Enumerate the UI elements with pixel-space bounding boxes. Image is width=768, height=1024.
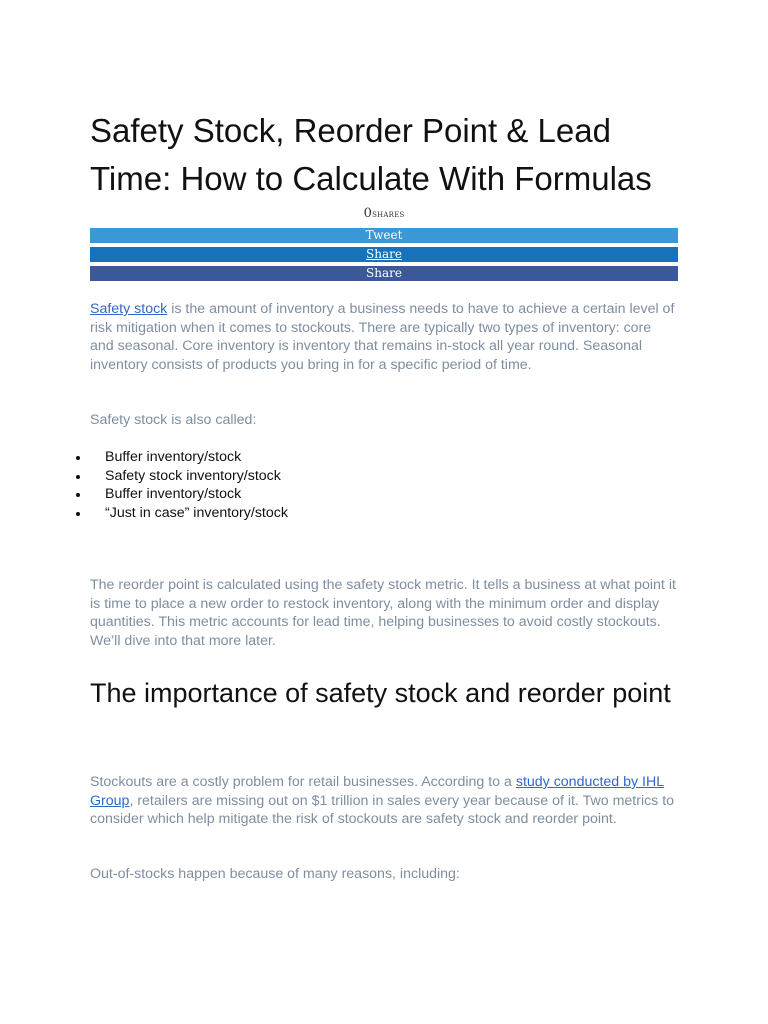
out-of-stocks-paragraph: Out-of-stocks happen because of many reasons, including: [90,866,460,882]
section-heading: The importance of safety stock and reorder point [90,678,671,708]
list-item: Safety stock inventory/stock [76,467,288,486]
tweet-button[interactable]: Tweet [90,228,678,243]
stockouts-paragraph [90,773,678,829]
intro-text: is the amount of inventory a business needs to have to achieve a certain level of risk mitigation when it comes to stockouts. There are typically two types of inventory: core and seasonal. Core inventory is inventory that remains in-stock all year round. Seasonal inventory consists of products you bring in for a specific period of time. [90,301,675,373]
reorder-point-paragraph: The reorder point is calculated using the safety stock metric. It tells a business at what point it is time to place a new order to restock inventory, along with the minimum order and display quantities. This metric accounts for lead time, helping businesses to avoid costly stockouts. We’ll dive into that more later. [90,577,676,649]
share-counter [90,206,678,221]
intro-paragraph [90,300,678,374]
linkedin-share-button[interactable]: Share [90,247,678,262]
facebook-share-button[interactable]: Share [90,266,678,281]
share-count: 0 [363,206,373,221]
stockouts-text-a: Stockouts are a costly problem for retail businesses. According to a [90,774,516,790]
ihl-study-link[interactable]: study conducted by IHL Group [90,774,665,809]
safety-stock-link[interactable]: Safety stock [90,301,168,317]
stockouts-text-b: , retailers are missing out on $1 trillion in sales every year because of it. Two metrics to consider which help mitigate the risk of stockouts are safety stock and reorder point. [90,792,675,828]
article-title: Safety Stock, Reorder Point & Lead Time: How to Calculate With Formulas [90,112,652,197]
list-item: “Just in case” inventory/stock [76,504,288,523]
synonym-list [76,448,288,522]
list-item: Buffer inventory/stock [76,485,288,504]
also-called-paragraph: Safety stock is also called: [90,412,257,428]
share-count-label: shares [372,209,405,220]
list-item: Buffer inventory/stock [76,448,288,467]
